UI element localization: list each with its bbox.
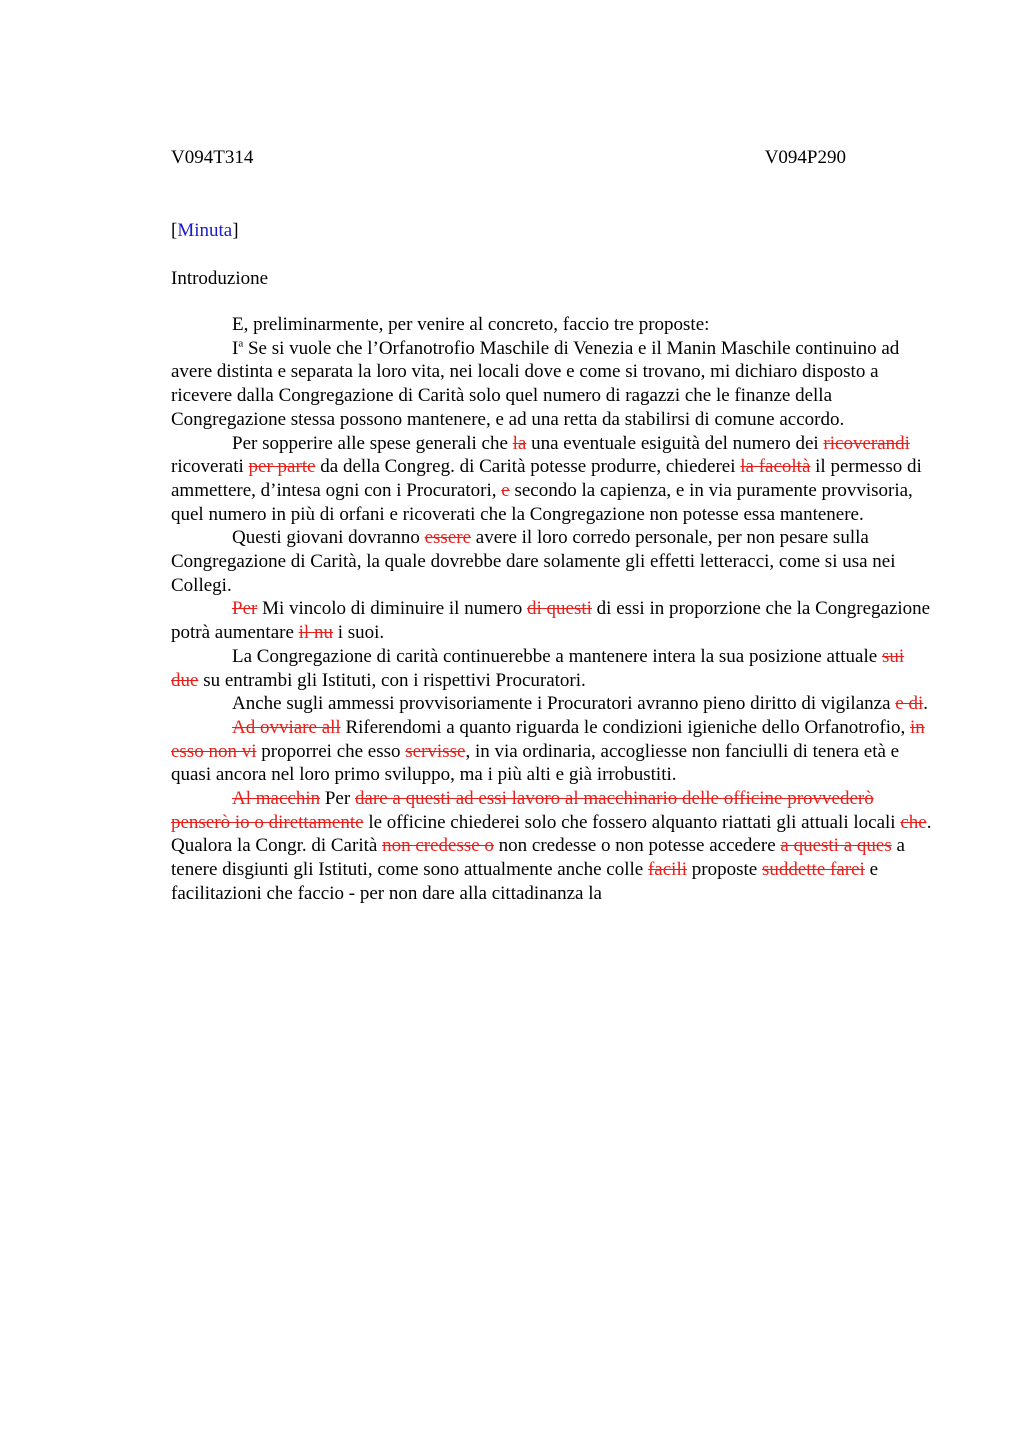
draft-label-close-bracket: ] bbox=[232, 220, 239, 241]
document-code-left: V094T314 bbox=[171, 147, 254, 168]
superscript-text: a bbox=[238, 337, 244, 350]
deleted-text: suddette farei bbox=[761, 859, 865, 881]
deleted-text: che bbox=[900, 811, 927, 833]
text-segment: proposte bbox=[687, 859, 762, 881]
text-segment: Se si vuole che l’Orfanotrofio Maschile di Venezia e il Manin Maschile continuino ad avere distinta e separata la loro vita, nei locali dove e come si trovano, mi dichiaro disposto a ricevere dalla Congregazione di Carità solo quel numero di ragazzi che le finanze della Congregazione stessa possono mantenere, e ad una retta da stabilirsi di comune accordo. bbox=[171, 337, 900, 430]
deleted-text: non credesse o bbox=[382, 835, 494, 857]
text-segment: Riferendomi a quanto riguarda le condizioni igieniche dello Orfanotrofio, bbox=[340, 716, 910, 738]
deleted-text: di questi bbox=[527, 598, 592, 620]
text-segment: di essi in proporzione che la Congregazione potrà aumentare bbox=[171, 598, 931, 644]
deleted-text: per parte bbox=[248, 456, 316, 478]
deleted-text: servisse bbox=[405, 740, 466, 762]
deleted-text: essere bbox=[424, 527, 472, 549]
deleted-text: la bbox=[512, 432, 527, 454]
text-segment: Mi vincolo di diminuire il numero bbox=[257, 598, 527, 620]
text-segment: I bbox=[232, 337, 239, 359]
deleted-text: sui due bbox=[171, 645, 905, 691]
deleted-text: a questi a ques bbox=[780, 835, 892, 857]
text-segment: su entrambi gli Istituti, con i rispettivi Procuratori. bbox=[198, 669, 586, 691]
text-segment: Per bbox=[320, 788, 355, 810]
paragraph-p9 bbox=[171, 787, 933, 906]
text-segment: Questi giovani dovranno bbox=[232, 527, 425, 549]
text-segment: ricoverati bbox=[171, 456, 249, 478]
paragraph-p8 bbox=[171, 716, 933, 787]
deleted-text: Al macchin bbox=[232, 788, 321, 810]
deleted-text: e bbox=[501, 479, 510, 501]
deleted-text: in esso non vi bbox=[171, 716, 925, 762]
document-code-right: V094P290 bbox=[764, 147, 846, 168]
text-segment: secondo la capienza, e in via puramente provvisoria, quel numero in più di orfani e ricoverati che la Congregazione non potesse essa mantenere. bbox=[171, 479, 913, 525]
text-segment: proporrei che esso bbox=[256, 740, 406, 762]
paragraph-p5 bbox=[171, 597, 933, 644]
text-segment: . Qualora la Congr. di Carità bbox=[171, 811, 932, 857]
text-segment: il permesso di ammettere, d’intesa ogni con i Procuratori, bbox=[171, 456, 922, 501]
deleted-text: Per bbox=[232, 598, 258, 620]
draft-label-link[interactable]: Minuta bbox=[177, 220, 233, 241]
deleted-text: Ad ovviare all bbox=[232, 716, 341, 738]
paragraph-p6 bbox=[171, 645, 933, 692]
deleted-text: ricoverandi bbox=[823, 432, 910, 454]
draft-label-open-bracket: [ bbox=[171, 220, 178, 241]
text-segment: Anche sugli ammessi provvisoriamente i Procuratori avranno pieno diritto di vigilanza bbox=[232, 693, 896, 715]
text-segment: non credesse o non potesse accedere bbox=[493, 835, 781, 857]
text-segment: La Congregazione di carità continuerebbe a mantenere intera la sua posizione attuale bbox=[232, 645, 882, 667]
paragraph-p2 bbox=[171, 337, 933, 432]
text-segment: , in via ordinaria, accogliesse non fanciulli di tenera età e quasi ancora nel loro primo sviluppo, ma i più alti e già irrobustiti. bbox=[171, 740, 900, 786]
text-segment: da della Congreg. di Carità potesse produrre, chiederei bbox=[315, 456, 741, 478]
text-segment: Per sopperire alle spese generali che bbox=[232, 432, 513, 454]
text-segment: le officine chiederei solo che fossero alquanto riattati gli attuali locali bbox=[363, 811, 901, 833]
draft-label bbox=[171, 218, 239, 244]
deleted-text: facili bbox=[647, 859, 688, 881]
document-header bbox=[171, 145, 846, 171]
text-segment: E, preliminarmente, per venire al concreto, faccio tre proposte: bbox=[232, 314, 710, 335]
paragraph-p3 bbox=[171, 432, 933, 527]
deleted-text: la facoltà bbox=[740, 456, 811, 478]
text-segment: i suoi. bbox=[332, 622, 385, 644]
text-segment: avere il loro corredo personale, per non pesare sulla Congregazione di Carità, la quale dovrebbe dare solamente gli effetti letteracci, come si usa nei Collegi. bbox=[171, 527, 896, 596]
paragraph-p1 bbox=[171, 313, 933, 337]
section-title: Introduzione bbox=[171, 268, 269, 289]
text-segment: e facilitazioni che faccio - per non dare alla cittadinanza la bbox=[171, 859, 879, 904]
paragraph-p7 bbox=[171, 692, 933, 716]
deleted-text: dare a questi ad essi lavoro al macchinario delle officine provvederò penserò io o direttamente bbox=[171, 788, 874, 833]
deleted-text: il nu bbox=[298, 622, 333, 644]
document-body bbox=[171, 313, 933, 906]
text-segment: a tenere disgiunti gli Istituti, come sono attualmente anche colle bbox=[171, 835, 905, 881]
paragraph-p4 bbox=[171, 526, 933, 597]
deleted-text: e di bbox=[895, 693, 924, 715]
text-segment: una eventuale esiguità del numero dei bbox=[526, 432, 824, 454]
text-segment: . bbox=[923, 693, 928, 715]
